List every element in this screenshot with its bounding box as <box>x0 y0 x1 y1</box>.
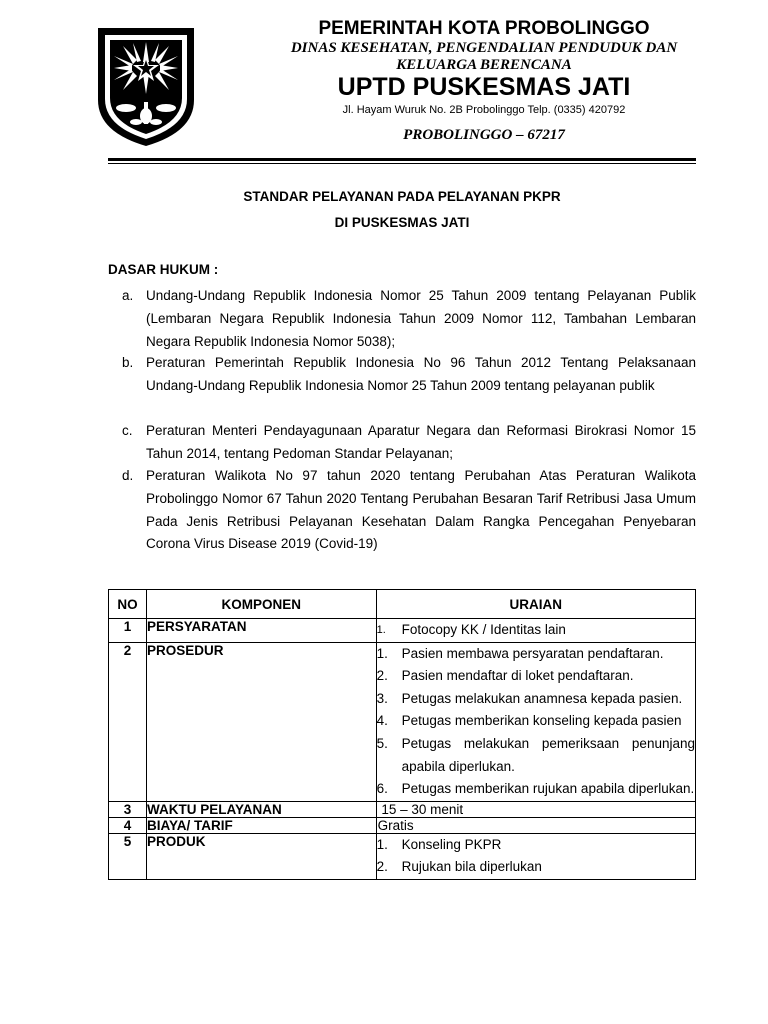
row-number: 3 <box>109 801 147 817</box>
row-number: 4 <box>109 817 147 833</box>
description-text: Gratis <box>377 817 414 833</box>
letterhead-address: Jl. Hayam Wuruk No. 2B Probolinggo Telp. (0335) 420792 <box>342 104 626 116</box>
letterhead-city: PROBOLINGGO – 67217 <box>403 127 565 143</box>
legal-basis-item <box>108 420 696 466</box>
legal-basis-text: Peraturan Walikota No 97 tahun 2020 tentang Perubahan Atas Peraturan Walikota Probolinggo Nomor 67 Tahun 2020 Tentang Perubahan Besaran Tarif Retribusi Jasa Umum Pada Jenis Retribusi Pelayanan Kesehatan Dalam Rangka Pencegahan Penyebaran Corona Virus Disease 2019 (Covid-19) <box>146 468 696 552</box>
legal-basis-text: Peraturan Pemerintah Republik Indonesia No 96 Tahun 2012 Tentang Pelaksanaan Undang-Undang Republik Indonesia Nomor 25 Tahun 2009 tentang pelayanan publik <box>146 355 696 393</box>
list-number: 4. <box>376 713 388 729</box>
list-text: Pasien membawa persyaratan pendaftaran. <box>401 645 664 661</box>
list-item <box>377 643 695 666</box>
table-row <box>109 642 696 801</box>
table-row <box>109 817 696 833</box>
letterhead-divider-thick <box>108 158 696 161</box>
list-text: Petugas melakukan pemeriksaan penunjang apabila diperlukan. <box>401 735 695 774</box>
letterhead-divider-thin <box>108 163 696 164</box>
row-description <box>376 619 695 643</box>
row-component: PROSEDUR <box>146 642 376 801</box>
table-row <box>109 833 696 879</box>
list-number: 2. <box>376 668 388 684</box>
row-number: 1 <box>109 619 147 643</box>
list-text: Konseling PKPR <box>401 836 502 852</box>
list-text: Rujukan bila diperlukan <box>401 859 542 875</box>
row-number: 2 <box>109 642 147 801</box>
legal-basis-label: b. <box>122 355 134 370</box>
legal-basis-label: d. <box>122 468 134 483</box>
row-description <box>376 833 695 879</box>
list-number: 1. <box>376 645 388 661</box>
list-item <box>377 710 695 733</box>
legal-basis-label: c. <box>122 423 133 438</box>
list-item <box>377 733 695 778</box>
list-number: 1. <box>376 836 388 852</box>
letterhead-government: PEMERINTAH KOTA PROBOLINGGO <box>318 18 650 39</box>
legal-basis-item <box>108 465 696 556</box>
document-title: STANDAR PELAYANAN PADA PELAYANAN PKPR <box>243 189 561 204</box>
legal-basis-label: a. <box>122 288 134 303</box>
row-description <box>376 642 695 801</box>
row-description <box>376 817 695 833</box>
list-item <box>377 834 695 857</box>
city-emblem-logo <box>92 22 200 150</box>
header-uraian: URAIAN <box>376 590 695 619</box>
list-number: 6. <box>376 781 388 797</box>
row-component: PERSYARATAN <box>146 619 376 643</box>
row-component: BIAYA/ TARIF <box>146 817 376 833</box>
service-standard-table <box>108 589 696 880</box>
list-number: 5. <box>376 735 388 751</box>
description-text: 15 – 30 menit <box>377 801 464 817</box>
list-text: Petugas melakukan anamnesa kepada pasien. <box>401 690 683 706</box>
list-text: Pasien mendaftar di loket pendaftaran. <box>401 668 634 684</box>
legal-basis-text: Peraturan Menteri Pendayagunaan Aparatur Negara dan Reformasi Birokrasi Nomor 15 Tahun 2014, tentang Pedoman Standar Pelayanan; <box>146 423 696 461</box>
table-header-row <box>109 590 696 619</box>
letterhead-department-line2: KELUARGA BERENCANA <box>396 57 572 73</box>
header-komponen: KOMPONEN <box>146 590 376 619</box>
list-item <box>377 778 695 801</box>
legal-basis-item <box>108 285 696 353</box>
legal-basis-text: Undang-Undang Republik Indonesia Nomor 25 Tahun 2009 tentang Pelayanan Publik (Lembaran Negara Republik Indonesia Tahun 2009 Nomor 112, Tambahan Lembaran Negara Republik Indonesia Nomor 5038); <box>146 288 696 349</box>
row-description <box>376 801 695 817</box>
list-item <box>377 688 695 711</box>
row-number: 5 <box>109 833 147 879</box>
list-item <box>377 665 695 688</box>
header-no: NO <box>109 590 147 619</box>
letterhead-department-line1: DINAS KESEHATAN, PENGENDALIAN PENDUDUK DAN <box>290 40 678 56</box>
list-number: 3. <box>376 690 388 706</box>
list-text: Petugas memberikan rujukan apabila diperlukan. <box>401 781 695 797</box>
table-row <box>109 619 696 643</box>
document-subtitle: DI PUSKESMAS JATI <box>334 215 470 230</box>
list-text: Petugas memberikan konseling kepada pasien <box>401 713 682 729</box>
list-number: 1. <box>376 624 386 636</box>
letterhead-institution: UPTD PUSKESMAS JATI <box>337 73 631 101</box>
row-component: PRODUK <box>146 833 376 879</box>
legal-basis-item <box>108 352 696 398</box>
list-item <box>377 856 695 879</box>
list-number: 2. <box>376 859 388 875</box>
list-text: Fotocopy KK / Identitas lain <box>401 622 566 637</box>
table-row <box>109 801 696 817</box>
list-item <box>377 619 695 642</box>
row-component: WAKTU PELAYANAN <box>146 801 376 817</box>
legal-basis-heading: DASAR HUKUM : <box>108 262 219 277</box>
